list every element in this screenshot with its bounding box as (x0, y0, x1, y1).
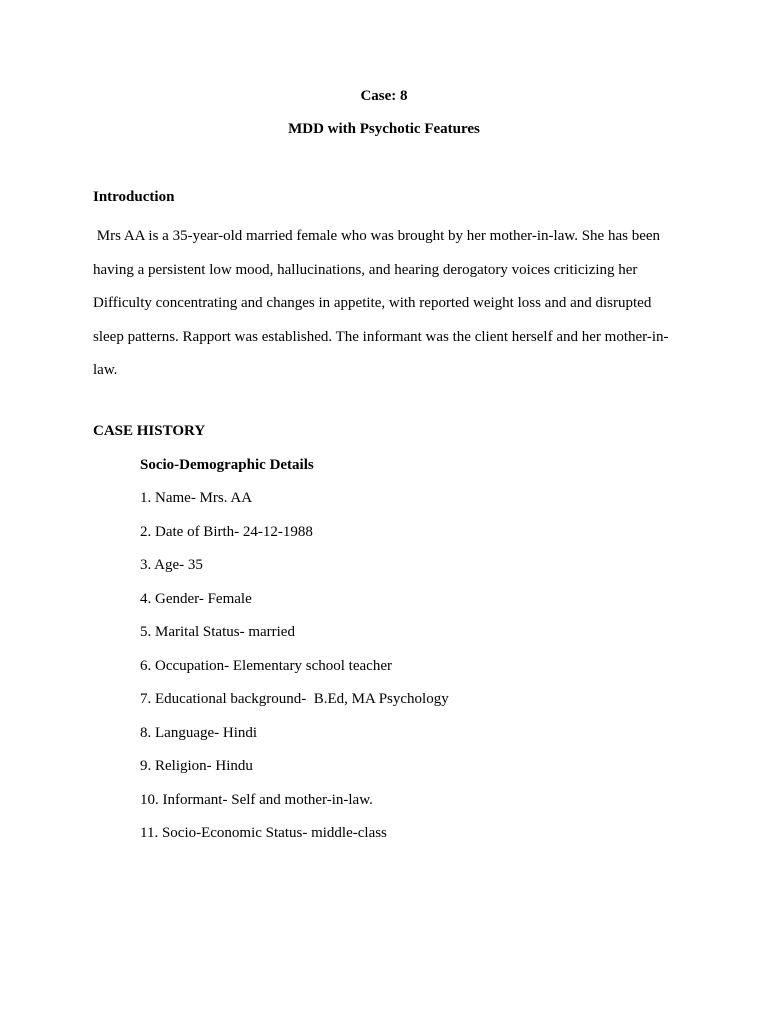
list-item-language: 8. Language- Hindi (140, 724, 258, 741)
list-item-marital-status: 5. Marital Status- married (140, 624, 295, 640)
introduction-heading: Introduction (93, 189, 175, 205)
list-item-educational-background: 7. Educational background- B.Ed, MA Psychology (140, 691, 449, 707)
document-title: MDD with Psychotic Features (288, 121, 480, 137)
list-item-occupation: 6. Occupation- Elementary school teacher (140, 657, 392, 674)
list-item-gender: 4. Gender- Female (140, 590, 252, 607)
socio-demographic-subheading: Socio-Demographic Details (140, 457, 314, 473)
list-item-name: 1. Name- Mrs. AA (140, 490, 253, 506)
case-label: Case: 8 (360, 88, 408, 104)
list-item-date-of-birth: 2. Date of Birth- 24-12-1988 (140, 523, 313, 540)
case-history-heading: CASE HISTORY (93, 423, 206, 439)
list-item-socio-economic-status: 11. Socio-Economic Status- middle-class (140, 825, 387, 841)
list-item-age: 3. Age- 35 (140, 557, 203, 573)
list-item-religion: 9. Religion- Hindu (140, 758, 253, 774)
socio-demographic-list (140, 489, 449, 858)
introduction-paragraph: Mrs AA is a 35-year-old married female who was brought by her mother-in-law. She has been having a persistent low mood, hallucinations, and hearing derogatory voices criticizing her Difficulty concentrating and changes in appetite, with reported weight loss and and disrupted sleep patterns. Rapport was established. The informant was the client herself and her mother-in-law. (93, 228, 669, 379)
list-item-informant: 10. Informant- Self and mother-in-law. (140, 791, 373, 808)
